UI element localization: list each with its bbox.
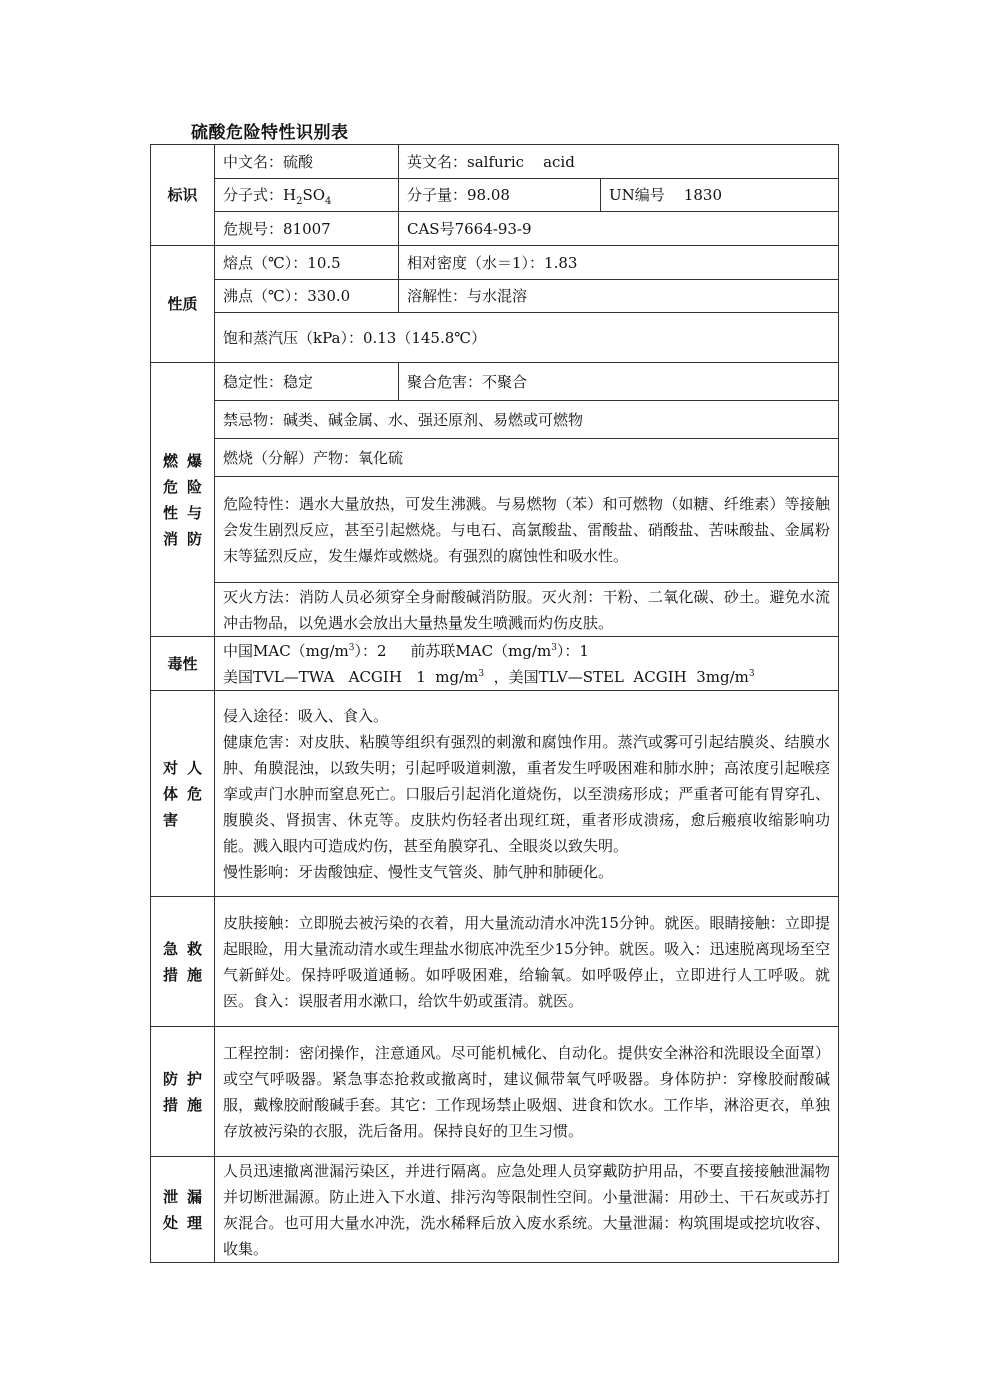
mac-line <box>223 638 830 664</box>
extinguish-method: 灭火方法：消防人员必须穿全身耐酸碱消防服。灭火剂：干粉、二氧化碳、砂土。避免水流冲击物品，以免遇水会放出大量热量发生喷溅而灼伤皮肤。 <box>215 583 839 637</box>
formula-prefix: 分子式：H <box>223 186 297 204</box>
health-label-1: 对 人 <box>163 758 202 777</box>
tlv-stel: ，美国TLV—STEL ACGIH 3mg/m <box>484 667 749 686</box>
cn-mac <box>223 642 387 660</box>
health-row <box>151 691 839 897</box>
section-label-props: 性质 <box>151 246 215 363</box>
tlv-line <box>223 664 830 690</box>
stability: 稳定性：稳定 <box>215 363 399 401</box>
incompatible: 禁忌物：碱类、碱金属、水、强还原剂、易燃或可燃物 <box>215 401 839 439</box>
health-hazards <box>215 691 839 897</box>
solubility: 溶解性：与水混溶 <box>399 280 839 313</box>
section-label-protect <box>151 1027 215 1157</box>
relative-density: 相对密度（水＝1）：1.83 <box>399 246 839 280</box>
leak-label-1: 泄 漏 <box>163 1187 202 1206</box>
tlv-twa: 美国TVL—TWA ACGIH 1 mg/m <box>223 667 479 686</box>
su-mac-label: 前苏联MAC（mg/m <box>410 641 552 660</box>
section-label-leak <box>151 1157 215 1263</box>
formula-so: SO <box>302 186 326 204</box>
protect-label-1: 防 护 <box>163 1069 202 1088</box>
melting-point: 熔点（℃）：10.5 <box>215 246 399 280</box>
invasion-route: 侵入途径：吸入、食入。 <box>223 706 389 725</box>
ident-row-3 <box>151 212 839 246</box>
hazard-characteristics: 危险特性：遇水大量放热，可发生沸溅。与易燃物（苯）和可燃物（如糖、纤维素）等接触会发生剧烈反应，甚至引起燃烧。与电石、高氯酸盐、雷酸盐、硝酸盐、苦味酸盐、金属粉末等猛烈反应，发生爆炸或燃烧。有强烈的腐蚀性和吸水性。 <box>215 477 839 583</box>
protect-label-2: 措施 <box>163 1095 202 1114</box>
section-label-fire <box>151 363 215 637</box>
props-row-3 <box>151 313 839 363</box>
section-label-ident: 标识 <box>151 145 215 246</box>
aid-label-2: 措施 <box>163 965 202 984</box>
props-row-1 <box>151 246 839 280</box>
cn-mac-label: 中国MAC（mg/m <box>223 641 349 660</box>
mol-weight: 分子量：98.08 <box>399 179 601 212</box>
un-number: UN编号 1830 <box>601 179 839 212</box>
chronic-effects: 慢性影响：牙齿酸蚀症、慢性支气管炎、肺气肿和肺硬化。 <box>223 862 614 881</box>
section-label-aid <box>151 897 215 1027</box>
leak-row <box>151 1157 839 1263</box>
cas-number: CAS号7664-93-9 <box>399 212 839 246</box>
en-name: 英文名：salfuric acid <box>399 145 839 179</box>
props-row-2 <box>151 280 839 313</box>
protect-row <box>151 1027 839 1157</box>
section-label-tox: 毒性 <box>151 637 215 691</box>
hazard-table <box>150 144 839 1263</box>
aid-label-1: 急 救 <box>163 939 202 958</box>
ident-row-1 <box>151 145 839 179</box>
leak-label-2: 处理 <box>163 1213 202 1232</box>
hazard-number: 危规号：81007 <box>215 212 399 246</box>
first-aid-measures: 皮肤接触：立即脱去被污染的衣着，用大量流动清水冲洗15分钟。就医。眼睛接触：立即提起眼睑，用大量流动清水或生理盐水彻底冲洗至少15分钟。就医。吸入：迅速脱离现场至空气新鲜处。保持呼吸道通畅。如呼吸困难，给输氧。如呼吸停止，立即进行人工呼吸。就医。食入：误服者用水漱口，给饮牛奶或蛋清。就医。 <box>215 897 839 1027</box>
toxicity-values <box>215 637 839 691</box>
ident-row-2 <box>151 179 839 212</box>
su-mac-value: ）：1 <box>556 641 589 660</box>
tlv-twa-sup: 3 <box>478 668 485 679</box>
fire-label-3: 性 与 <box>163 503 202 522</box>
fire-row-5 <box>151 583 839 637</box>
fire-row-1 <box>151 363 839 401</box>
boiling-point: 沸点（℃）：330.0 <box>215 280 399 313</box>
aid-row <box>151 897 839 1027</box>
tlv-stel-sup: 3 <box>748 668 755 679</box>
formula-sub-2: 2 <box>296 196 303 207</box>
su-mac <box>410 642 589 660</box>
fire-row-3 <box>151 439 839 477</box>
fire-label-4: 消防 <box>163 529 202 548</box>
health-effects: 健康危害：对皮肤、粘膜等组织有强烈的刺激和腐蚀作用。蒸汽或雾可引起结膜炎、结膜水肿、角膜混浊，以致失明；引起呼吸道刺激，重者发生呼吸困难和肺水肿；高浓度引起喉痉挛或声门水肿而窒息死亡。口服后引起消化道烧伤，以至溃疡形成；严重者可能有胃穿孔、腹膜炎、肾损害、休克等。皮肤灼伤轻者出现红斑，重者形成溃疡，愈后瘢痕收缩影响功能。溅入眼内可造成灼伤，甚至角膜穿孔、全眼炎以致失明。 <box>223 732 830 855</box>
vapor-pressure: 饱和蒸汽压（kPa）：0.13（145.8℃） <box>215 313 839 363</box>
section-label-health <box>151 691 215 897</box>
health-label-3: 害 <box>163 810 179 829</box>
cn-mac-sup: 3 <box>348 642 355 653</box>
tox-row <box>151 637 839 691</box>
combustion-products: 燃烧（分解）产物：氧化硫 <box>215 439 839 477</box>
leak-handling: 人员迅速撤离泄漏污染区，并进行隔离。应急处理人员穿戴防护用品，不要直接接触泄漏物并切断泄漏源。防止进入下水道、排污沟等限制性空间。小量泄漏：用砂土、干石灰或苏打灰混合。也可用大量水冲洗，洗水稀释后放入废水系统。大量泄漏：构筑围堤或挖坑收容、收集。 <box>215 1157 839 1263</box>
su-mac-sup: 3 <box>551 642 557 653</box>
formula-sub-4: 4 <box>325 196 332 207</box>
protective-measures: 工程控制：密闭操作，注意通风。尽可能机械化、自动化。提供安全淋浴和洗眼设全面罩）或空气呼吸器。紧急事态抢救或撤离时，建议佩带氧气呼吸器。身体防护：穿橡胶耐酸碱服，戴橡胶耐酸碱手套。其它：工作现场禁止吸烟、进食和饮水。工作毕，淋浴更衣，单独存放被污染的衣服，洗后备用。保持良好的卫生习惯。 <box>215 1027 839 1157</box>
document-title: 硫酸危险特性识别表 <box>191 123 349 143</box>
health-label-2: 体 危 <box>163 784 202 803</box>
formula <box>215 179 399 212</box>
cn-mac-value: ）：2 <box>354 641 387 660</box>
polymerization: 聚合危害：不聚合 <box>399 363 839 401</box>
fire-row-4 <box>151 477 839 583</box>
fire-label-1: 燃 爆 <box>163 451 202 470</box>
fire-label-2: 危 险 <box>163 477 202 496</box>
fire-row-2 <box>151 401 839 439</box>
cn-name: 中文名：硫酸 <box>215 145 399 179</box>
